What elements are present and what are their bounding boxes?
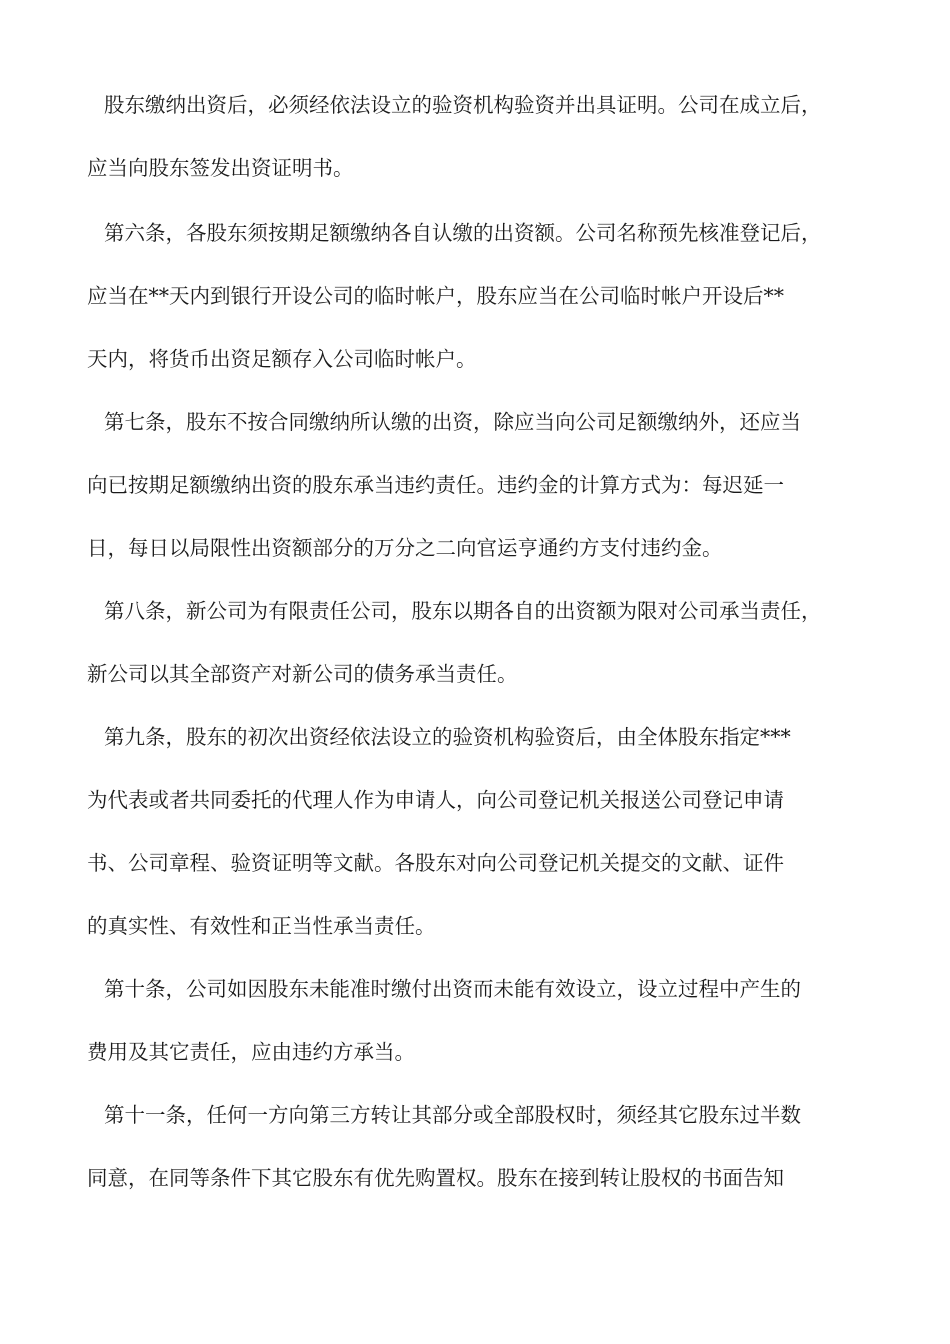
text-line: 书、公司章程、验资证明等文献。各股东对向公司登记机关提交的文献、证件	[87, 851, 784, 875]
text-line: 日，每日以局限性出资额部分的万分之二向官运亨通约方支付违约金。	[87, 536, 723, 560]
text-line: 第九条，股东的初次出资经依法设立的验资机构验资后，由全体股东指定***	[104, 725, 791, 749]
text-line: 向已按期足额缴纳出资的股东承当违约责任。违约金的计算方式为：每迟延一	[87, 473, 784, 497]
text-line: 为代表或者共同委托的代理人作为申请人，向公司登记机关报送公司登记申请	[87, 788, 784, 812]
text-line: 第十一条，任何一方向第三方转让其部分或全部股权时，须经其它股东过半数	[104, 1103, 801, 1127]
text-line: 天内，将货币出资足额存入公司临时帐户。	[87, 347, 477, 371]
text-line: 第七条，股东不按合同缴纳所认缴的出资，除应当向公司足额缴纳外，还应当	[104, 410, 801, 434]
text-line: 的真实性、有效性和正当性承当责任。	[87, 914, 436, 938]
text-line: 同意，在同等条件下其它股东有优先购置权。股东在接到转让股权的书面告知	[87, 1166, 784, 1190]
text-line: 股东缴纳出资后，必须经依法设立的验资机构验资并出具证明。公司在成立后，	[104, 93, 822, 117]
text-line: 应当在**天内到银行开设公司的临时帐户，股东应当在公司临时帐户开设后**	[87, 284, 784, 308]
text-line: 费用及其它责任，应由违约方承当。	[87, 1040, 415, 1064]
text-line: 第八条，新公司为有限责任公司，股东以期各自的出资额为限对公司承当责任，	[104, 599, 822, 623]
text-line: 新公司以其全部资产对新公司的债务承当责任。	[87, 662, 518, 686]
text-line: 应当向股东签发出资证明书。	[87, 156, 354, 180]
text-line: 第十条，公司如因股东未能准时缴付出资而未能有效设立，设立过程中产生的	[104, 977, 801, 1001]
text-line: 第六条，各股东须按期足额缴纳各自认缴的出资额。公司名称预先核准登记后，	[104, 221, 822, 245]
